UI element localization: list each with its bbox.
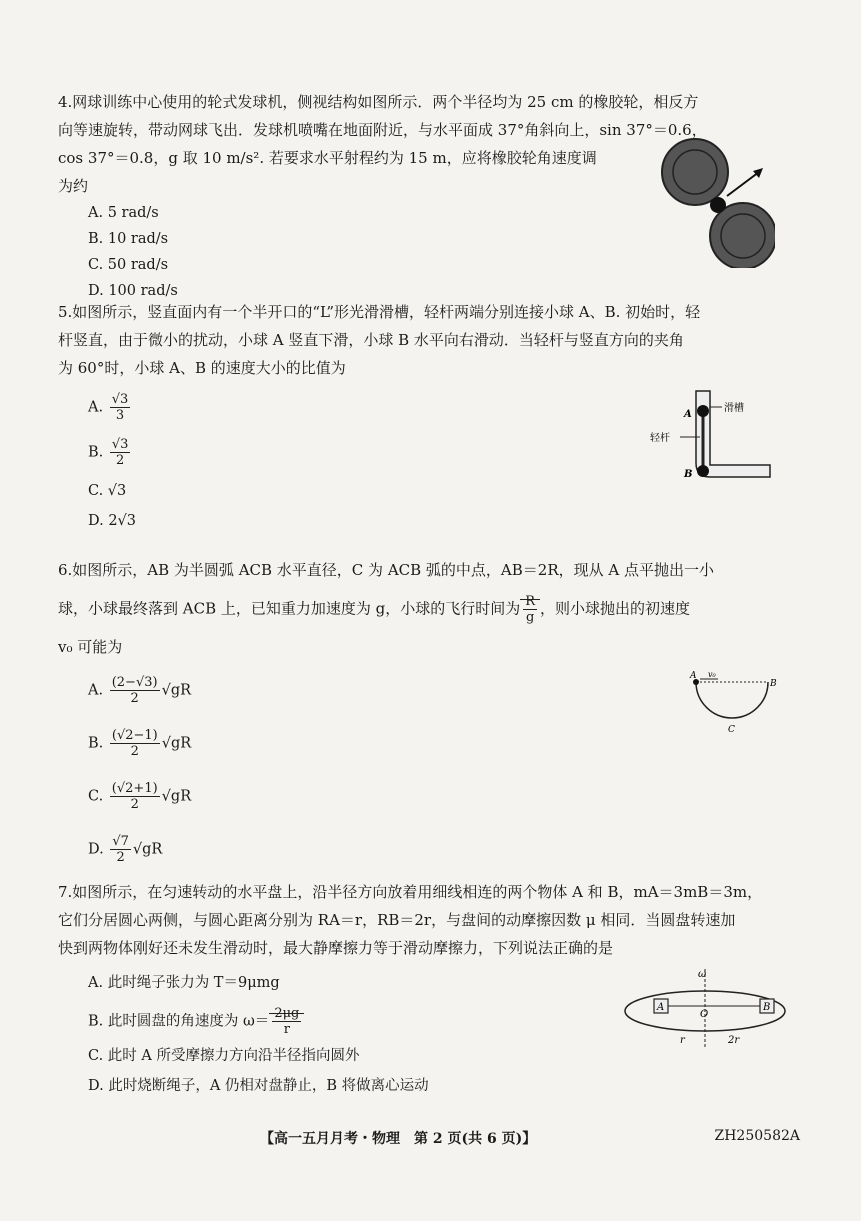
q7-line-1: 7.如图所示，在匀速转动的水平盘上，沿半径方向放着用细线相连的两个物体 A 和 B，mA＝3mB＝3m， xyxy=(58,883,763,901)
q7-option-b-denominator: r xyxy=(283,1022,290,1037)
ball-a xyxy=(697,405,709,417)
q6-time-numerator: R xyxy=(525,594,536,609)
q6-option-a-fraction xyxy=(110,675,160,706)
q7-option-d: D. 此时烧断绳子，A 仍相对盘静止，B 将做离心运动 xyxy=(88,1078,429,1094)
q7-option-b-sqrt xyxy=(269,1006,304,1037)
q6-option-a-tail: √gR xyxy=(161,682,192,699)
q6-option-b-fraction xyxy=(110,728,160,759)
q6-option-d-tail: √gR xyxy=(132,841,163,858)
label-2r: 2r xyxy=(728,1035,740,1046)
q6-semicircle-figure xyxy=(680,668,790,740)
label-b: B xyxy=(763,1002,771,1013)
q6-option-c-denominator: 2 xyxy=(130,797,139,812)
q5-option-a-letter: A. xyxy=(88,399,104,416)
label-r: r xyxy=(680,1035,685,1046)
q6-line-2-text: 球，小球最终落到 ACB 上，已知重力加速度为 g，小球的飞行时间为 xyxy=(58,599,521,618)
label-a: A xyxy=(690,671,697,681)
q6-option-c-fraction xyxy=(110,781,160,812)
q6-time-sqrt xyxy=(520,594,540,625)
q6-option-a-letter: A. xyxy=(88,682,104,699)
q7-option-b-text: B. 此时圆盘的角速度为 ω＝ xyxy=(88,1013,270,1030)
q6-line-3: v₀ 可能为 xyxy=(58,638,123,656)
q4-line-4: 为约 xyxy=(58,177,89,195)
q5-line-1: 5.如图所示，竖直面内有一个半开口的“L”形光滑滑槽，轻杆两端分别连接小球 A、B. 初始时，轻 xyxy=(58,303,701,321)
q5-option-d: D. 2√3 xyxy=(88,513,137,529)
q6-option-d-denominator: 2 xyxy=(116,850,125,865)
q5-option-a-numerator: √3 xyxy=(111,392,129,407)
q7-option-c: C. 此时 A 所受摩擦力方向沿半径指向圆外 xyxy=(88,1048,360,1064)
q5-option-a-denominator: 3 xyxy=(115,408,125,423)
q6-option-b-tail: √gR xyxy=(161,735,192,752)
ball-b xyxy=(697,465,709,477)
footer-title: 【高一五月月考・物理 第 2 页(共 6 页)】 xyxy=(260,1131,537,1147)
q5-option-c: C. √3 xyxy=(88,483,127,499)
q6-line-2 xyxy=(58,594,798,625)
q6-option-d-letter: D. xyxy=(88,841,104,858)
q7-option-b-fraction xyxy=(272,1006,301,1037)
q6-option-c xyxy=(88,781,798,812)
q6-line-2-tail: ，则小球抛出的初速度 xyxy=(540,599,691,618)
q6-option-b-numerator: (√2−1) xyxy=(111,728,158,743)
q6-option-d xyxy=(88,834,798,865)
arc-acb xyxy=(696,682,768,718)
q6-time-denominator: g xyxy=(525,610,535,625)
q4-option-c: C. 50 rad/s xyxy=(88,257,169,273)
q5-option-b-fraction xyxy=(110,437,131,468)
q4-line-2: 向等速旋转，带动网球飞出．发球机喷嘴在地面附近，与水平面成 37°角斜向上，sin 37°＝0.6， xyxy=(58,121,707,139)
q6-option-c-letter: C. xyxy=(88,788,104,805)
q5-line-2: 杆竖直，由于微小的扰动，小球 A 竖直下滑，小球 B 水平向右滑动．当轻杆与竖直方向的夹角 xyxy=(58,331,684,349)
label-a: A xyxy=(684,409,692,420)
label-b: B xyxy=(684,469,693,480)
label-b: B xyxy=(770,679,777,689)
q7-line-3: 快到两物体刚好还未发生滑动时，最大静摩擦力等于滑动摩擦力，下列说法正确的是 xyxy=(58,939,614,957)
label-c: C xyxy=(728,725,735,735)
q6-option-a-numerator: (2−√3) xyxy=(111,675,158,690)
q6-option-b-denominator: 2 xyxy=(130,744,139,759)
label-rod: 轻杆 xyxy=(650,433,670,444)
q5-option-b-letter: B. xyxy=(88,444,104,461)
q7-rotating-disc-figure xyxy=(620,965,795,1050)
q6-time-fraction xyxy=(523,594,537,625)
label-o: O xyxy=(700,1009,709,1020)
q5-option-b-numerator: √3 xyxy=(111,437,129,452)
q6-option-d-fraction xyxy=(110,834,131,865)
q4-option-a: A. 5 rad/s xyxy=(88,205,159,221)
q5-line-3: 为 60°时，小球 A、B 的速度大小的比值为 xyxy=(58,359,346,377)
q6-option-b-letter: B. xyxy=(88,735,104,752)
q5-l-chute-figure xyxy=(640,385,780,485)
q4-ball-machine-figure xyxy=(655,138,775,268)
launch-direction-arrow xyxy=(727,172,759,196)
q6-option-d-numerator: √7 xyxy=(112,834,129,849)
q6-option-a-denominator: 2 xyxy=(130,691,139,706)
q7-line-2: 它们分居圆心两侧，与圆心距离分别为 RA＝r，RB＝2r，与盘间的动摩擦因数 μ 相同．当圆盘转速加 xyxy=(58,911,736,929)
label-omega: ω xyxy=(698,969,707,980)
page-footer xyxy=(260,1128,800,1148)
label-a: A xyxy=(657,1002,665,1013)
q7-option-a: A. 此时绳子张力为 T＝9μmg xyxy=(88,975,280,991)
q4-option-b: B. 10 rad/s xyxy=(88,231,169,247)
label-chute: 滑槽 xyxy=(724,403,744,414)
q4-line-1: 4.网球训练中心使用的轮式发球机，侧视结构如图所示．两个半径均为 25 cm 的橡胶轮，相反方 xyxy=(58,93,699,111)
q5-option-b-denominator: 2 xyxy=(116,453,125,468)
q7-option-b-numerator: 2μg xyxy=(274,1006,300,1021)
q6-option-c-numerator: (√2+1) xyxy=(111,781,158,796)
q4-line-3: cos 37°＝0.8，g 取 10 m/s². 若要求水平射程约为 15 m，应将橡胶轮角速度调 xyxy=(58,149,597,167)
upper-wheel xyxy=(662,139,728,205)
q6-option-c-tail: √gR xyxy=(161,788,192,805)
q4-option-d: D. 100 rad/s xyxy=(88,283,178,299)
q6-line-1: 6.如图所示，AB 为半圆弧 ACB 水平直径，C 为 ACB 弧的中点，AB＝2R，现从 A 点平抛出一小 xyxy=(58,561,714,579)
label-v0: v₀ xyxy=(708,670,716,679)
q5-option-a-fraction xyxy=(110,392,131,423)
tennis-ball xyxy=(710,197,726,213)
exam-code: ZH250582A xyxy=(714,1128,800,1144)
